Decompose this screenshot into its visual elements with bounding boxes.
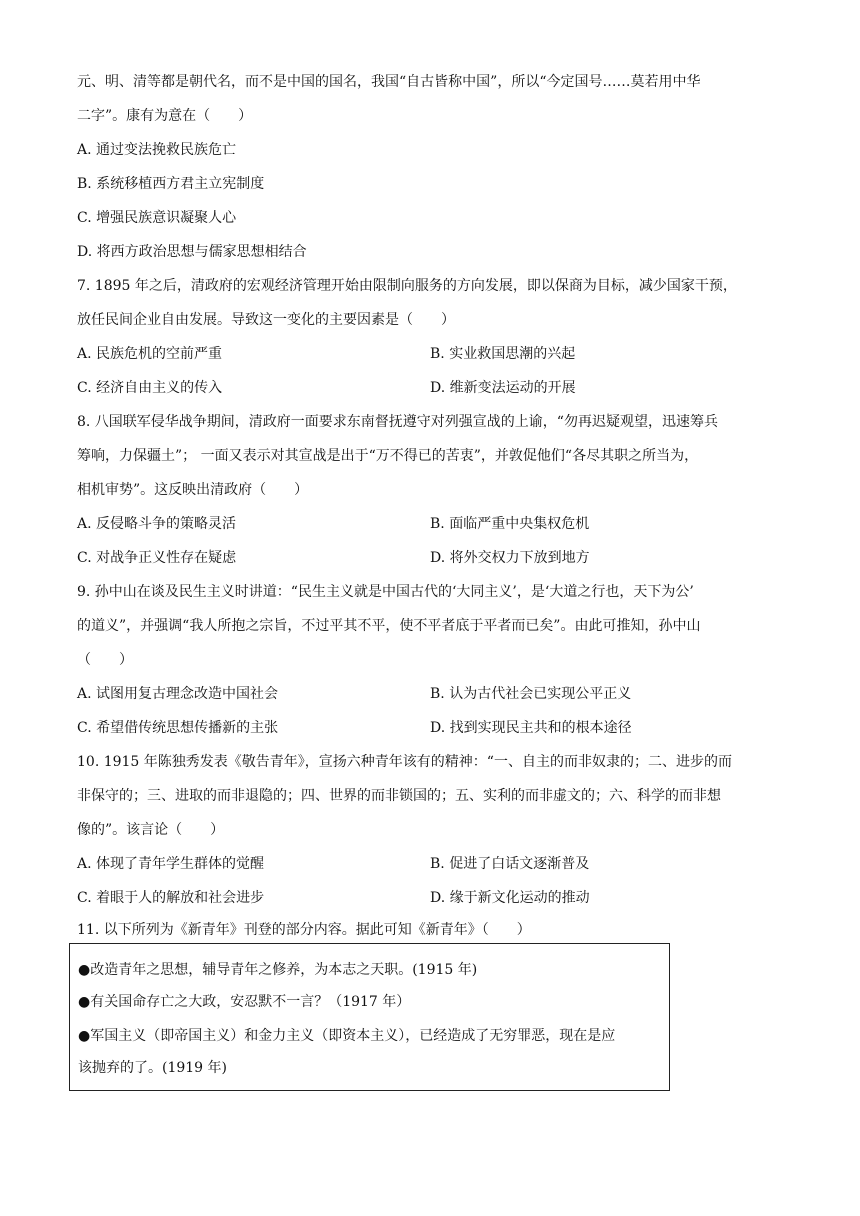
q9-option-a: A. 试图用复古理念改造中国社会 bbox=[77, 686, 279, 702]
q11-stem-line1: 11. 以下所列为《新青年》刊登的部分内容。据此可知《新青年》（ ） bbox=[77, 922, 531, 938]
q9-option-c: C. 希望借传统思想传播新的主张 bbox=[77, 720, 279, 736]
q9-stem-line2: 的道义”，并强调“我人所抱之宗旨，不过平其不平，使不平者底于平者而已矣”。由此可推知，孙中山 bbox=[77, 618, 701, 634]
q11-source-line1: ●改造青年之思想，辅导青年之修养，为本志之天职。(1915 年) bbox=[78, 962, 478, 978]
q10-option-c: C. 着眼于人的解放和社会进步 bbox=[77, 890, 265, 906]
q10-stem-line3: 像的”。该言论（ ） bbox=[77, 822, 225, 838]
q7-option-a: A. 民族危机的空前严重 bbox=[77, 346, 223, 362]
q10-option-b: B. 促进了白话文逐渐普及 bbox=[430, 856, 590, 872]
q11-source-line2: ●有关国命存亡之大政，安忍默不一言？（1917 年） bbox=[78, 994, 411, 1010]
q6-stem-line1: 元、明、清等都是朝代名，而不是中国的国名，我国“自古皆称中国”，所以“今定国号……莫若用中华 bbox=[77, 74, 701, 90]
q6-option-a: A. 通过变法挽救民族危亡 bbox=[77, 142, 237, 158]
q6-option-b: B. 系统移植西方君主立宪制度 bbox=[77, 176, 265, 192]
q11-source-line4: 该抛弃的了。(1919 年) bbox=[78, 1060, 228, 1076]
q7-stem-line2: 放任民间企业自由发展。导致这一变化的主要因素是（ ） bbox=[77, 312, 455, 328]
q9-stem-line1: 9. 孙中山在谈及民生主义时讲道：“民生主义就是中国古代的‘大同主义’，是‘大道之行也，天下为公’ bbox=[77, 584, 694, 600]
q9-stem-line3: （ ） bbox=[77, 652, 133, 668]
q8-option-a: A. 反侵略斗争的策略灵活 bbox=[77, 516, 237, 532]
q7-stem-line1: 7. 1895 年之后，清政府的宏观经济管理开始由限制向服务的方向发展，即以保商为目标，减少国家干预， bbox=[77, 278, 737, 294]
q6-option-c: C. 增强民族意识凝聚人心 bbox=[77, 210, 237, 226]
q7-option-b: B. 实业救国思潮的兴起 bbox=[430, 346, 576, 362]
q9-option-d: D. 找到实现民主共和的根本途径 bbox=[430, 720, 632, 736]
q10-option-a: A. 体现了青年学生群体的觉醒 bbox=[77, 856, 265, 872]
q6-option-d: D. 将西方政治思想与儒家思想相结合 bbox=[77, 244, 307, 260]
q11-source-line3: ●军国主义（即帝国主义）和金力主义（即资本主义），已经造成了无穷罪恶，现在是应 bbox=[78, 1028, 616, 1044]
q10-stem-line1: 10. 1915 年陈独秀发表《敬告青年》，宣扬六种青年该有的精神：“一、自主的而非奴隶的；二、进步的而 bbox=[77, 754, 732, 770]
q11-source-box bbox=[69, 943, 670, 1091]
q8-option-d: D. 将外交权力下放到地方 bbox=[430, 550, 590, 566]
q9-option-b: B. 认为古代社会已实现公平正义 bbox=[430, 686, 632, 702]
q7-option-c: C. 经济自由主义的传入 bbox=[77, 380, 223, 396]
q8-option-b: B. 面临严重中央集权危机 bbox=[430, 516, 590, 532]
q10-option-d: D. 缘于新文化运动的推动 bbox=[430, 890, 590, 906]
q8-stem-line3: 相机审势”。这反映出清政府（ ） bbox=[77, 482, 309, 498]
q8-stem-line1: 8. 八国联军侵华战争期间，清政府一面要求东南督抚遵守对列强宣战的上谕，“勿再迟疑观望，迅速筹兵 bbox=[77, 414, 718, 430]
q6-stem-line2: 二字”。康有为意在（ ） bbox=[77, 108, 253, 124]
q7-option-d: D. 维新变法运动的开展 bbox=[430, 380, 576, 396]
q8-option-c: C. 对战争正义性存在疑虑 bbox=[77, 550, 237, 566]
q8-stem-line2: 筹响，力保疆土”； 一面又表示对其宣战是出于“万不得已的苦衷”，并敦促他们“各尽其职之所当为， bbox=[77, 448, 699, 464]
q10-stem-line2: 非保守的；三、进取的而非退隐的；四、世界的而非锁国的；五、实利的而非虚文的；六、科学的而非想 bbox=[77, 788, 721, 804]
